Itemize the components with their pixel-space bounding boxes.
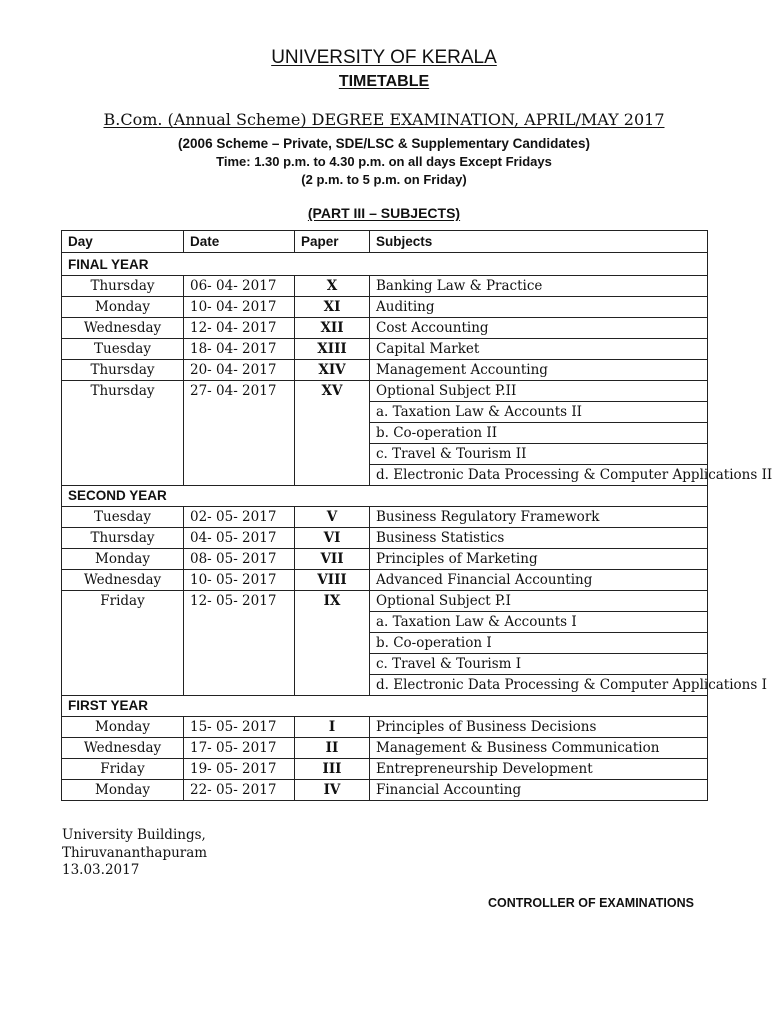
date-cell: 15- 05- 2017	[184, 717, 295, 738]
date-cell: 20- 04- 2017	[184, 360, 295, 381]
section-row-first-year	[62, 696, 708, 717]
paper-cell: II	[295, 738, 370, 759]
address-line-1: University Buildings,	[62, 827, 206, 843]
table-row	[62, 276, 708, 297]
paper-cell: IV	[295, 780, 370, 801]
header-paper: Paper	[295, 231, 370, 253]
subject-cell: Capital Market	[370, 339, 708, 360]
scheme-line: (2006 Scheme – Private, SDE/LSC & Supplementary Candidates)	[178, 136, 590, 151]
day-cell: Friday	[62, 591, 184, 696]
day-cell: Thursday	[62, 360, 184, 381]
subject-cell: Management Accounting	[370, 360, 708, 381]
day-cell: Monday	[62, 297, 184, 318]
table-row	[62, 339, 708, 360]
subject-cell: a. Taxation Law & Accounts II	[370, 402, 708, 423]
subject-cell: Optional Subject P.I	[370, 591, 708, 612]
timetable-table	[61, 230, 772, 801]
issue-date: 13.03.2017	[62, 862, 140, 878]
paper-cell: XIII	[295, 339, 370, 360]
date-cell: 10- 05- 2017	[184, 570, 295, 591]
subject-cell: Business Statistics	[370, 528, 708, 549]
subject-cell: d. Electronic Data Processing & Computer Applications I	[370, 675, 708, 696]
date-cell: 02- 05- 2017	[184, 507, 295, 528]
paper-cell: XII	[295, 318, 370, 339]
subject-cell: Business Regulatory Framework	[370, 507, 708, 528]
table-header-row	[62, 231, 708, 253]
table-row	[62, 570, 708, 591]
subject-cell: Principles of Marketing	[370, 549, 708, 570]
day-cell: Thursday	[62, 276, 184, 297]
paper-cell: III	[295, 759, 370, 780]
table-row	[62, 759, 708, 780]
subject-cell: Advanced Financial Accounting	[370, 570, 708, 591]
subject-cell: Auditing	[370, 297, 708, 318]
day-cell: Monday	[62, 780, 184, 801]
subject-cell: b. Co-operation I	[370, 633, 708, 654]
subject-cell: d. Electronic Data Processing & Computer Applications II	[370, 465, 708, 486]
time-line: Time: 1.30 p.m. to 4.30 p.m. on all days Except Fridays	[216, 154, 552, 169]
day-cell: Tuesday	[62, 507, 184, 528]
university-name: UNIVERSITY OF KERALA	[271, 47, 497, 68]
table-row	[62, 549, 708, 570]
section-row-second-year	[62, 486, 708, 507]
signatory: CONTROLLER OF EXAMINATIONS	[487, 896, 694, 910]
table-row	[62, 318, 708, 339]
date-cell: 22- 05- 2017	[184, 780, 295, 801]
subject-cell: Banking Law & Practice	[370, 276, 708, 297]
table-row	[62, 717, 708, 738]
date-cell: 12- 05- 2017	[184, 591, 295, 696]
subject-cell: c. Travel & Tourism I	[370, 654, 708, 675]
date-cell: 04- 05- 2017	[184, 528, 295, 549]
table-row	[62, 360, 708, 381]
subject-cell: c. Travel & Tourism II	[370, 444, 708, 465]
subject-cell: Entrepreneurship Development	[370, 759, 708, 780]
subject-cell: a. Taxation Law & Accounts I	[370, 612, 708, 633]
day-cell: Wednesday	[62, 318, 184, 339]
day-cell: Monday	[62, 717, 184, 738]
subject-cell: Optional Subject P.II	[370, 381, 708, 402]
date-cell: 18- 04- 2017	[184, 339, 295, 360]
day-cell: Tuesday	[62, 339, 184, 360]
section-label: FIRST YEAR	[62, 696, 708, 717]
table-row	[62, 591, 708, 612]
date-cell: 10- 04- 2017	[184, 297, 295, 318]
day-cell: Friday	[62, 759, 184, 780]
paper-cell: I	[295, 717, 370, 738]
date-cell: 12- 04- 2017	[184, 318, 295, 339]
header-date: Date	[184, 231, 295, 253]
day-cell: Wednesday	[62, 738, 184, 759]
section-label: SECOND YEAR	[62, 486, 708, 507]
document-title: TIMETABLE	[338, 73, 430, 90]
table-row	[62, 507, 708, 528]
paper-cell: X	[295, 276, 370, 297]
paper-cell: XI	[295, 297, 370, 318]
table-row	[62, 780, 708, 801]
subject-cell: Management & Business Communication	[370, 738, 708, 759]
day-cell: Thursday	[62, 528, 184, 549]
paper-cell: XV	[295, 381, 370, 486]
day-cell: Thursday	[62, 381, 184, 486]
date-cell: 27- 04- 2017	[184, 381, 295, 486]
date-cell: 17- 05- 2017	[184, 738, 295, 759]
day-cell: Monday	[62, 549, 184, 570]
paper-cell: VIII	[295, 570, 370, 591]
date-cell: 19- 05- 2017	[184, 759, 295, 780]
part-heading: (PART III – SUBJECTS)	[307, 205, 461, 221]
subject-cell: Financial Accounting	[370, 780, 708, 801]
table-row	[62, 381, 708, 402]
table-row	[62, 528, 708, 549]
subject-cell: Cost Accounting	[370, 318, 708, 339]
exam-title: B.Com. (Annual Scheme) DEGREE EXAMINATION, APRIL/MAY 2017	[103, 110, 665, 129]
table-row	[62, 297, 708, 318]
date-cell: 08- 05- 2017	[184, 549, 295, 570]
friday-time-line: (2 p.m. to 5 p.m. on Friday)	[301, 172, 467, 187]
address-line-2: Thiruvananthapuram	[62, 845, 208, 861]
paper-cell: VII	[295, 549, 370, 570]
section-row-final-year	[62, 253, 708, 276]
date-cell: 06- 04- 2017	[184, 276, 295, 297]
paper-cell: VI	[295, 528, 370, 549]
table-row	[62, 738, 708, 759]
subject-cell: b. Co-operation II	[370, 423, 708, 444]
subject-cell: Principles of Business Decisions	[370, 717, 708, 738]
paper-cell: V	[295, 507, 370, 528]
day-cell: Wednesday	[62, 570, 184, 591]
section-label: FINAL YEAR	[62, 253, 708, 276]
header-day: Day	[62, 231, 184, 253]
paper-cell: IX	[295, 591, 370, 696]
paper-cell: XIV	[295, 360, 370, 381]
header-subjects: Subjects	[370, 231, 708, 253]
